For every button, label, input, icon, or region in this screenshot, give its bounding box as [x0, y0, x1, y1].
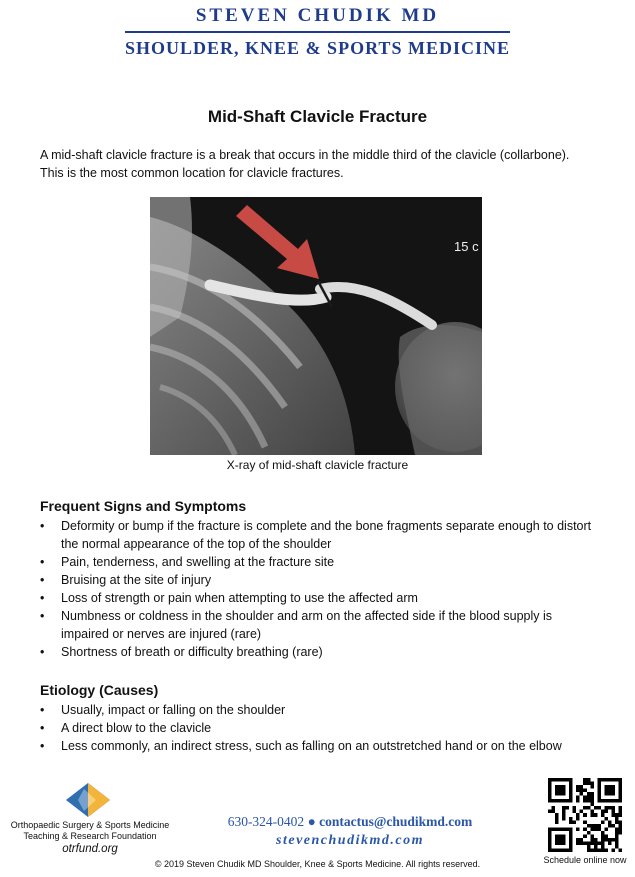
bullet-icon: • — [40, 573, 45, 587]
symptom-item — [40, 643, 600, 661]
list-item-text: Numbness or coldness in the shoulder and arm on the affected side if the blood supply is impaired or nerves are injured (rare) — [61, 609, 553, 641]
symptom-item — [40, 517, 600, 553]
qr-label: Schedule online now — [543, 855, 627, 865]
bullet-icon: • — [40, 721, 45, 735]
contact-line — [200, 813, 500, 831]
website-link[interactable]: stevenchudikmd.com — [276, 833, 424, 848]
etiology-item — [40, 701, 600, 719]
list-item-text: Shortness of breath or difficulty breathing (rare) — [61, 645, 323, 659]
list-item-text: Less commonly, an indirect stress, such as falling on an outstretched hand or on the elbow — [61, 739, 562, 753]
intro-paragraph: A mid-shaft clavicle fracture is a break that occurs in the middle third of the clavicle (collarbone). This is the most common location for clavicle fractures. — [40, 148, 570, 180]
figure-caption: X-ray of mid-shaft clavicle fracture — [226, 458, 409, 472]
xray-illustration — [150, 197, 482, 455]
symptom-item — [40, 589, 600, 607]
symptoms-heading: Frequent Signs and Symptoms — [40, 498, 247, 514]
symptoms-list — [40, 517, 600, 661]
copyright-text: © 2019 Steven Chudik MD Shoulder, Knee & Sports Medicine. All rights reserved. — [154, 859, 481, 869]
foundation-url[interactable]: otrfund.org — [62, 843, 118, 855]
etiology-item — [40, 719, 600, 737]
foundation-name-line2: Teaching & Research Foundation — [23, 831, 157, 841]
email-link[interactable]: contactus@chudikmd.com — [319, 814, 473, 829]
list-item-text: Deformity or bump if the fracture is complete and the bone fragments separate enough to distort the normal appearance of the top of the shoulder — [61, 519, 592, 551]
etiology-list — [40, 701, 600, 755]
bullet-icon: • — [40, 519, 45, 533]
foundation-logo-icon — [66, 783, 110, 817]
etiology-heading: Etiology (Causes) — [40, 682, 159, 698]
list-item-text: Loss of strength or pain when attempting to use the affected arm — [61, 591, 418, 605]
list-item-text: Bruising at the site of injury — [61, 573, 212, 587]
symptom-item — [40, 553, 600, 571]
bullet-icon: • — [40, 703, 45, 717]
page-title: Mid-Shaft Clavicle Fracture — [207, 107, 428, 126]
header-divider — [125, 31, 510, 33]
contact-separator: ● — [307, 814, 316, 829]
brand-name: STEVEN CHUDIK MD — [195, 5, 440, 26]
xray-overlay-text: 15 c — [454, 239, 479, 254]
list-item-text: A direct blow to the clavicle — [61, 721, 212, 735]
etiology-item — [40, 737, 600, 755]
phone-number[interactable]: 630-324-0402 — [227, 814, 305, 829]
brand-tagline: SHOULDER, KNEE & SPORTS MEDICINE — [125, 38, 510, 58]
foundation-block — [0, 820, 180, 857]
bullet-icon: • — [40, 645, 45, 659]
bullet-icon: • — [40, 739, 45, 753]
qr-code-icon[interactable] — [548, 778, 622, 852]
xray-image — [150, 197, 482, 455]
list-item-text: Pain, tenderness, and swelling at the fracture site — [61, 555, 335, 569]
symptom-item — [40, 571, 600, 589]
list-item-text: Usually, impact or falling on the shoulder — [61, 703, 286, 717]
contact-block — [200, 813, 500, 851]
bullet-icon: • — [40, 555, 45, 569]
header — [0, 4, 635, 59]
bullet-icon: • — [40, 591, 45, 605]
symptom-item — [40, 607, 600, 643]
bullet-icon: • — [40, 609, 45, 623]
foundation-name-line1: Orthopaedic Surgery & Sports Medicine — [10, 820, 170, 830]
